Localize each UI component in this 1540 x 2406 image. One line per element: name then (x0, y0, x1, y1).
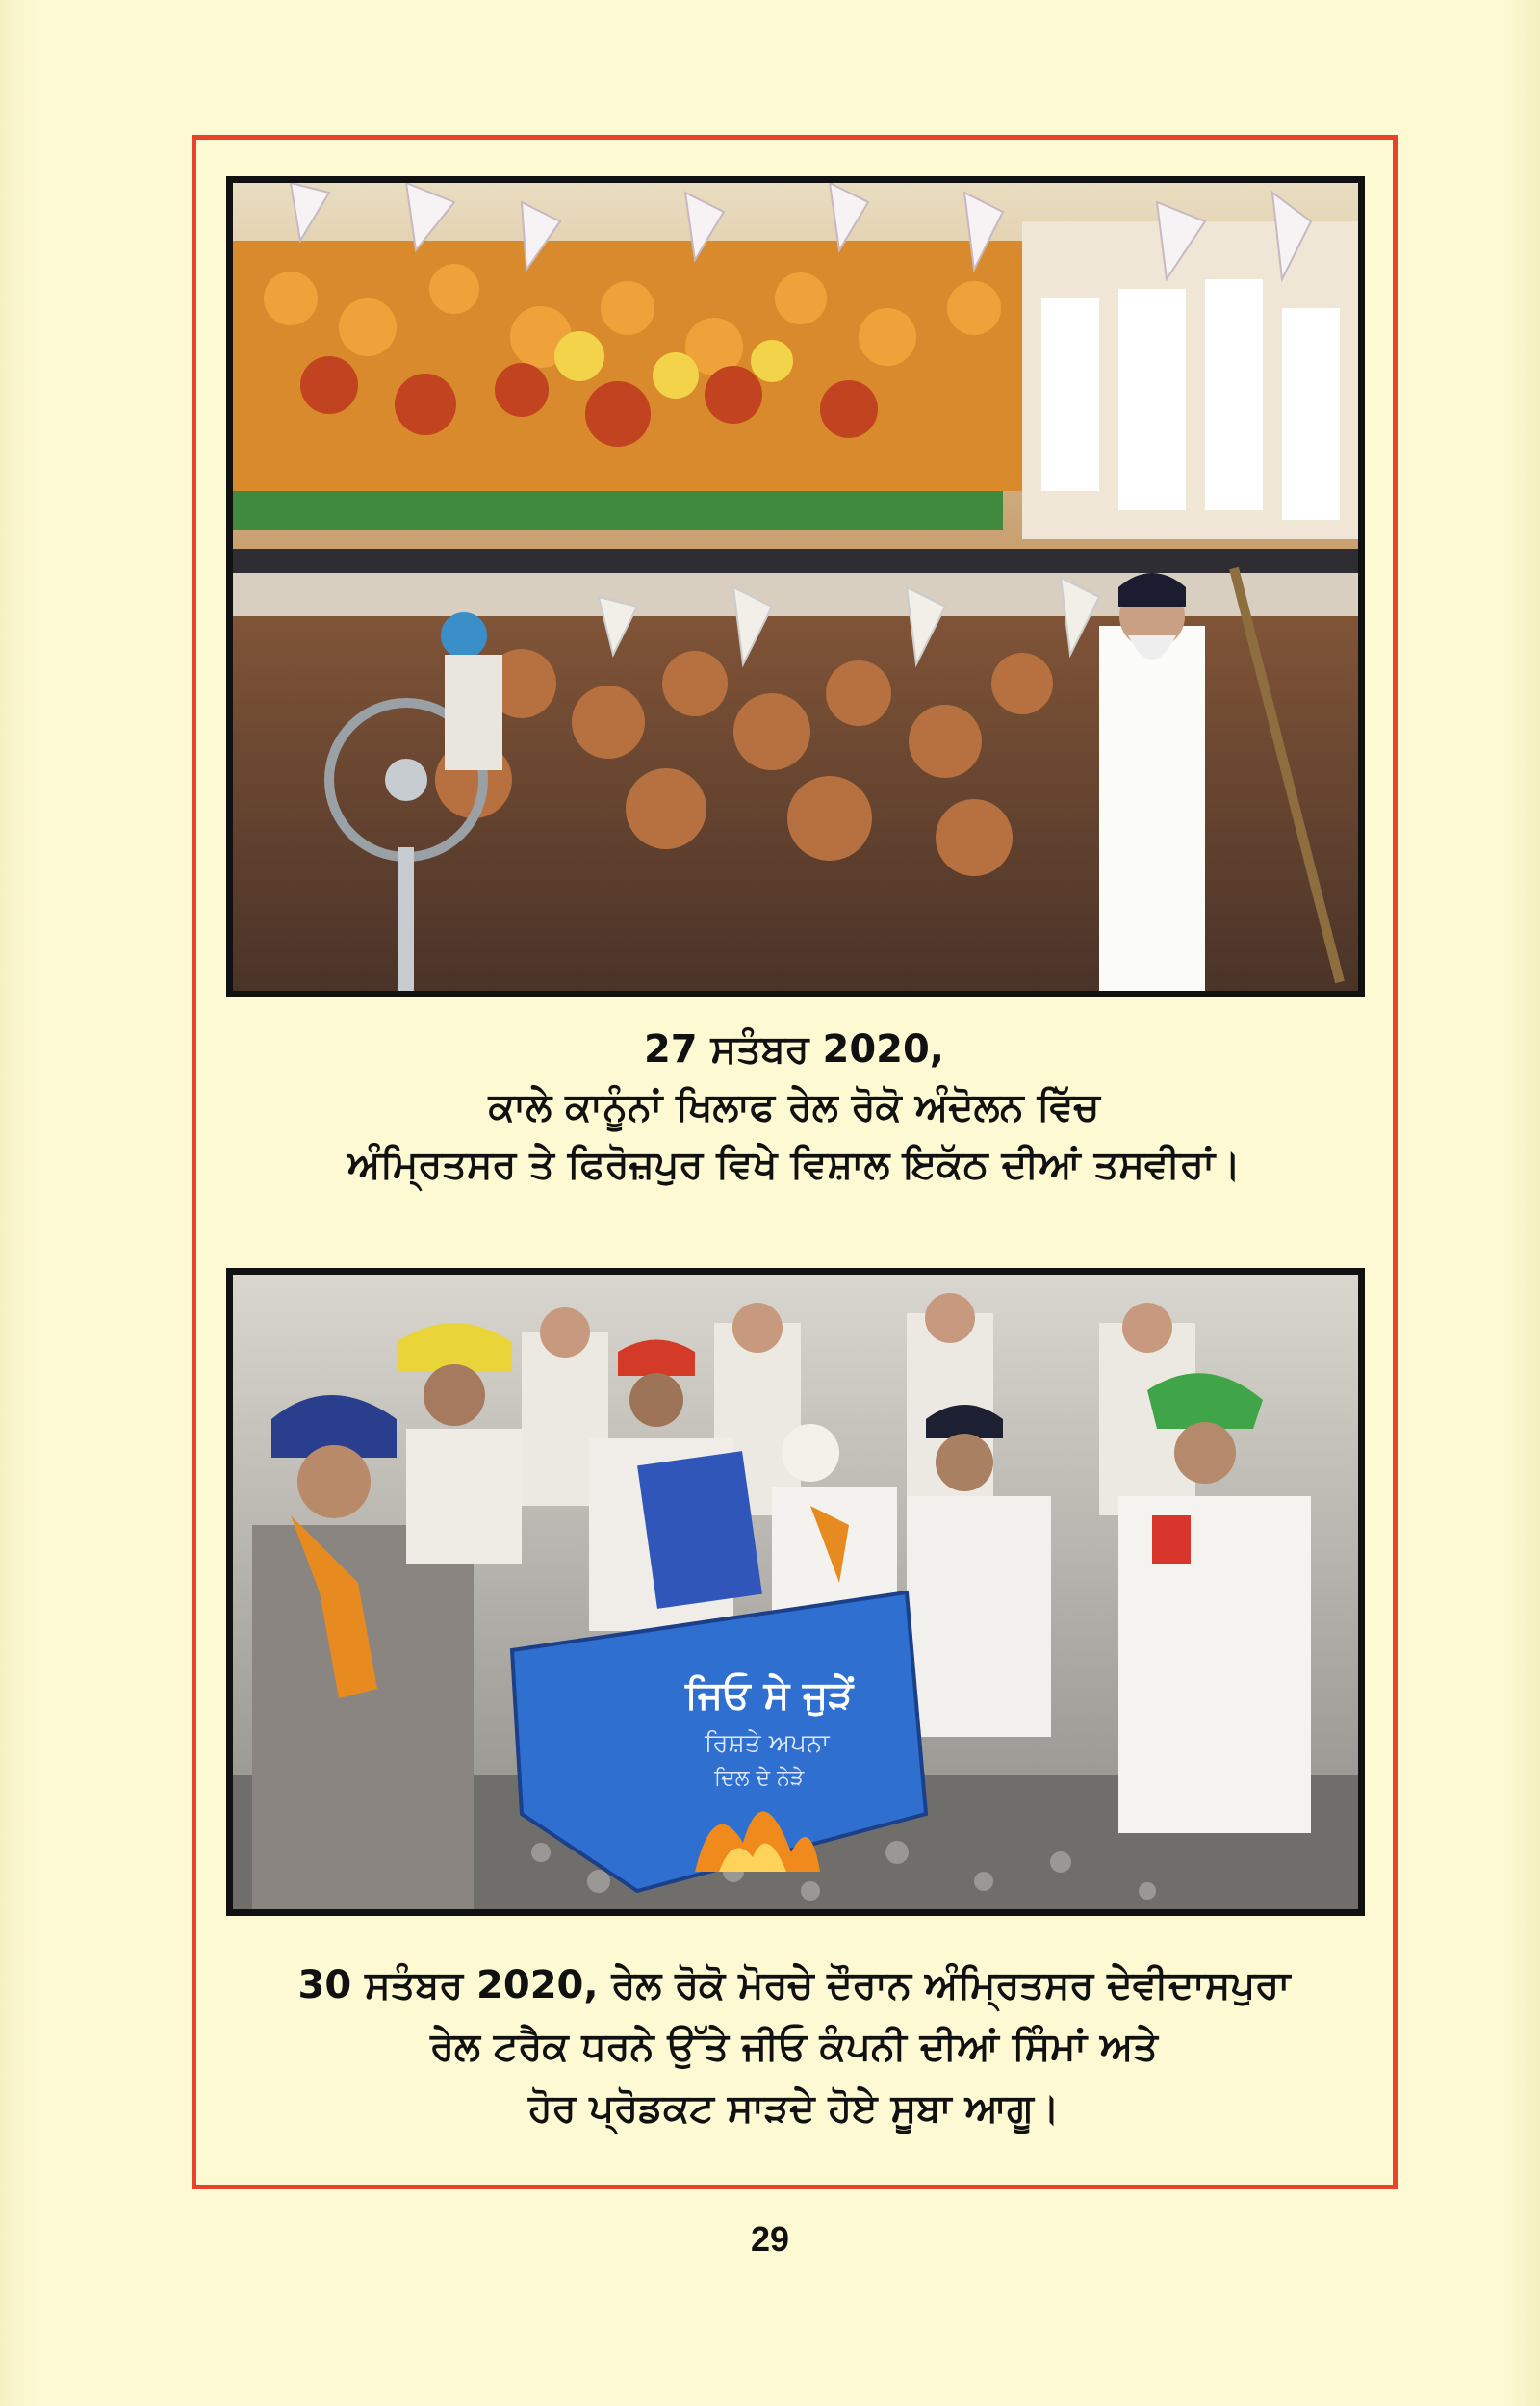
caption-line: ਹੋਰ ਪ੍ਰੋਡਕਟ ਸਾੜਦੇ ਹੋਏ ਸੂਬਾ ਆਗੂ। (528, 2086, 1060, 2131)
caption-line: 30 ਸਤੰਬਰ 2020, ਰੇਲ ਰੋਕੋ ਮੋਰਚੇ ਦੌਰਾਨ ਅੰਮ੍ਰਿਤਸਰ ਦੇਵੀਦਾਸਪੁਰਾ (297, 1963, 1291, 2007)
top-protest-photo (226, 176, 1365, 997)
bottom-photo-caption (221, 1954, 1367, 2139)
caption-line: ਰੇਲ ਟਰੈਕ ਧਰਨੇ ਉੱਤੇ ਜੀਓ ਕੰਪਨੀ ਦੀਆਂ ਸਿੰਮਾਂ ਅਤੇ (430, 2025, 1158, 2069)
page-number: 29 (750, 2219, 790, 2259)
caption-line: ਅੰਮ੍ਰਿਤਸਰ ਤੇ ਫਿਰੋਜ਼ਪੁਰ ਵਿਖੇ ਵਿਸ਼ਾਲ ਇਕੱਠ ਦੀਆਂ ਤਸਵੀਰਾਂ। (346, 1143, 1242, 1187)
banner-line: ਜਿਓ ਸੇ ਜੁੜੇਂ (685, 1673, 854, 1718)
top-photo-caption (221, 1021, 1367, 1194)
banner-line: ਰਿਸ਼ਤੇ ਅਪਨਾ (705, 1729, 830, 1758)
caption-line: 27 ਸਤੰਬਰ 2020, (643, 1027, 945, 1072)
banner-line: ਦਿਲ ਦੇ ਨੇੜੇ (714, 1767, 805, 1791)
bottom-protest-photo (226, 1268, 1365, 1916)
caption-line: ਕਾਲੇ ਕਾਨੂੰਨਾਂ ਖਿਲਾਫ ਰੇਲ ਰੋਕੋ ਅੰਦੋਲਨ ਵਿੱਚ (488, 1085, 1100, 1129)
